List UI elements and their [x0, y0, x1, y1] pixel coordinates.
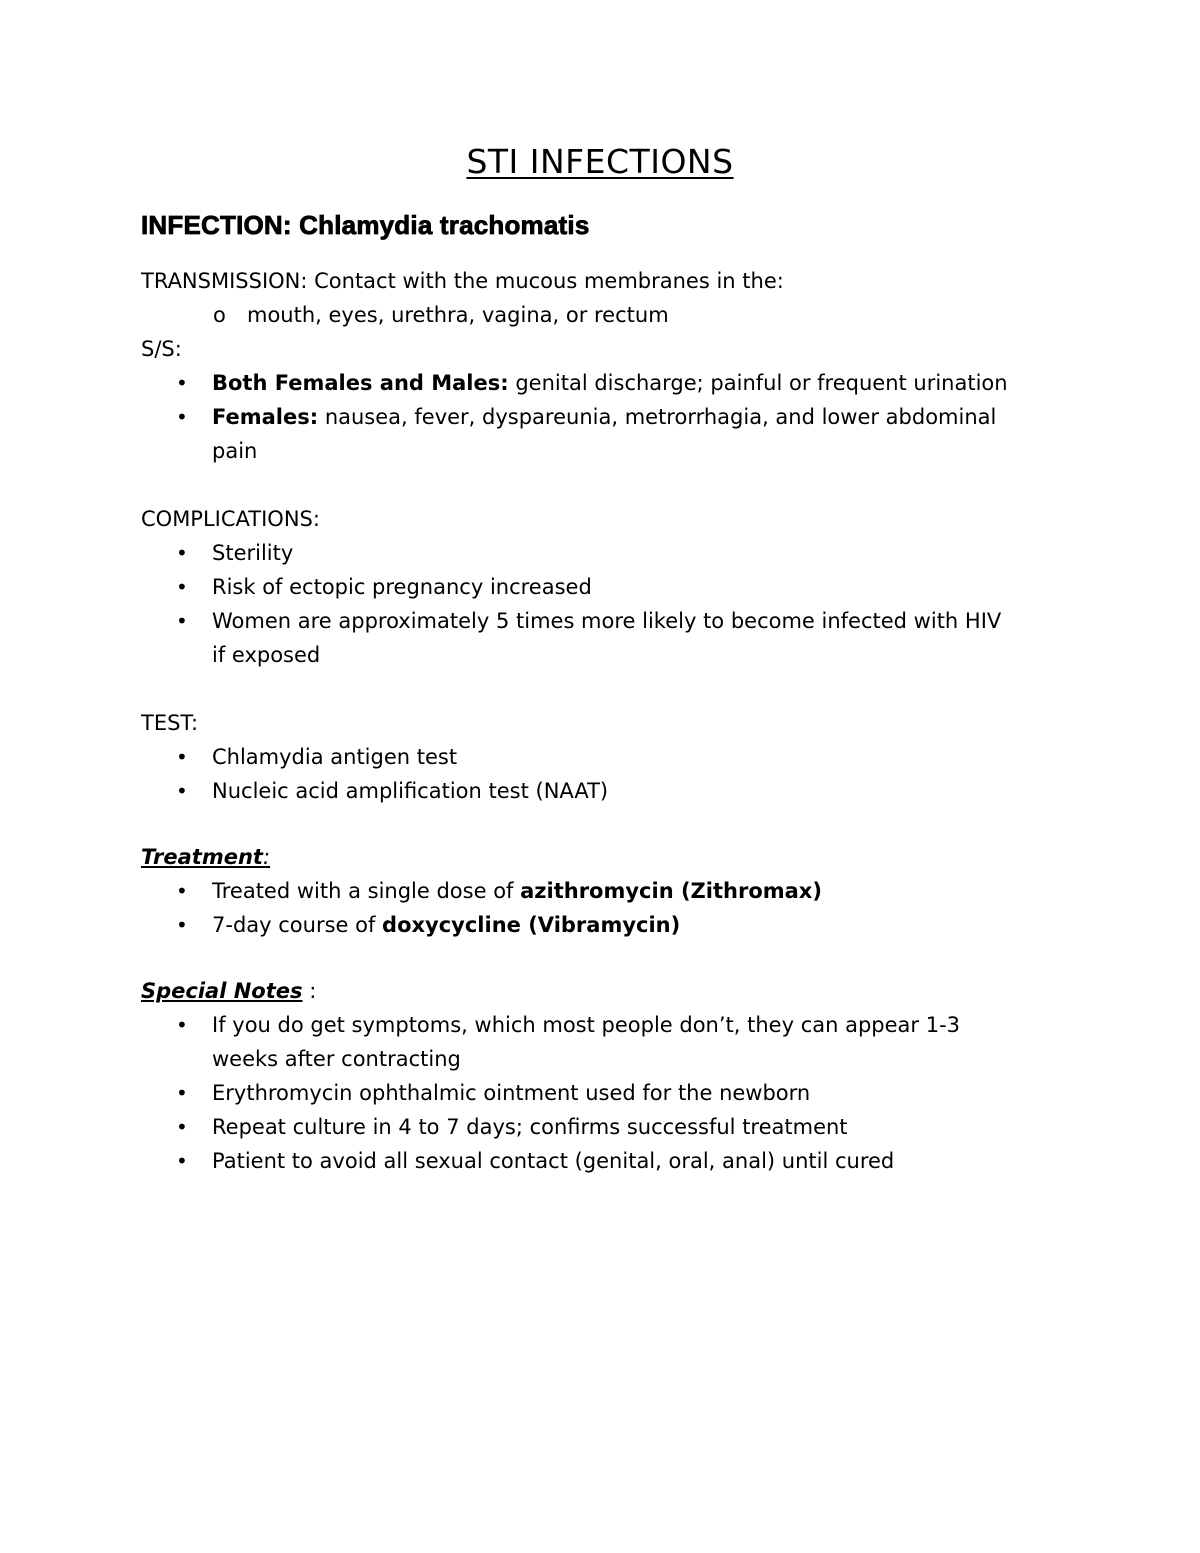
- list-item-text: genital discharge; painful or frequent urination: [508, 371, 1008, 395]
- bullet-icon: •: [176, 575, 188, 599]
- list-item-text: nausea, fever, dyspareunia, metrorrhagia, and lower abdominal: [318, 405, 997, 429]
- bullet-icon: •: [176, 1013, 188, 1037]
- bullet-icon: •: [176, 745, 188, 769]
- bullet-icon: •: [176, 541, 188, 565]
- transmission-sub-text: mouth, eyes, urethra, vagina, or rectum: [247, 303, 669, 327]
- list-item-bold: azithromycin (Zithromax): [520, 879, 822, 903]
- list-item-text: Risk of ectopic pregnancy increased: [212, 575, 592, 599]
- complications-label: COMPLICATIONS:: [141, 507, 320, 531]
- bullet-icon: •: [176, 371, 188, 395]
- special-notes-label-suffix: :: [302, 979, 317, 1003]
- list-item-text: Women are approximately 5 times more likely to become infected with HIV: [212, 609, 1002, 633]
- list-item-text: weeks after contracting: [212, 1047, 461, 1071]
- list-item-text: Nucleic acid amplification test (NAAT): [212, 779, 609, 803]
- transmission-label: TRANSMISSION: Contact with the mucous membranes in the:: [141, 269, 784, 293]
- list-item-text: Sterility: [212, 541, 294, 565]
- treatment-label-suffix: :: [262, 845, 271, 869]
- bullet-icon: •: [176, 779, 188, 803]
- page-title: STI INFECTIONS: [466, 142, 734, 181]
- treatment-label: Treatment: [141, 845, 263, 869]
- list-item-text: Repeat culture in 4 to 7 days; confirms successful treatment: [212, 1115, 848, 1139]
- list-item-text: Treated with a single dose of: [212, 879, 521, 903]
- bullet-icon: •: [176, 1149, 188, 1173]
- special-notes-label: Special Notes: [141, 979, 303, 1003]
- infection-heading: INFECTION: Chlamydia trachomatis: [141, 210, 590, 240]
- list-item-text: pain: [212, 439, 258, 463]
- special-notes-heading: [141, 974, 316, 1008]
- hollow-bullet-icon: o: [213, 303, 226, 327]
- list-item-bold: Both Females and Males:: [212, 371, 509, 395]
- bullet-icon: •: [176, 1115, 188, 1139]
- treatment-heading: [141, 840, 270, 874]
- list-item-text: If you do get symptoms, which most people don’t, they can appear 1-3: [212, 1013, 961, 1037]
- signs-symptoms-label: S/S:: [141, 337, 182, 361]
- test-label: TEST:: [141, 711, 199, 735]
- bullet-icon: •: [176, 879, 188, 903]
- list-item-text: Patient to avoid all sexual contact (genital, oral, anal) until cured: [212, 1149, 895, 1173]
- bullet-icon: •: [176, 405, 188, 429]
- bullet-icon: •: [176, 913, 188, 937]
- list-item-text: Chlamydia antigen test: [212, 745, 458, 769]
- list-item-bold: Females:: [212, 405, 319, 429]
- bullet-icon: •: [176, 1081, 188, 1105]
- list-item-text: if exposed: [212, 643, 321, 667]
- bullet-icon: •: [176, 609, 188, 633]
- list-item-bold: doxycycline (Vibramycin): [382, 913, 681, 937]
- list-item-text: 7-day course of: [212, 913, 383, 937]
- list-item-text: Erythromycin ophthalmic ointment used for the newborn: [212, 1081, 811, 1105]
